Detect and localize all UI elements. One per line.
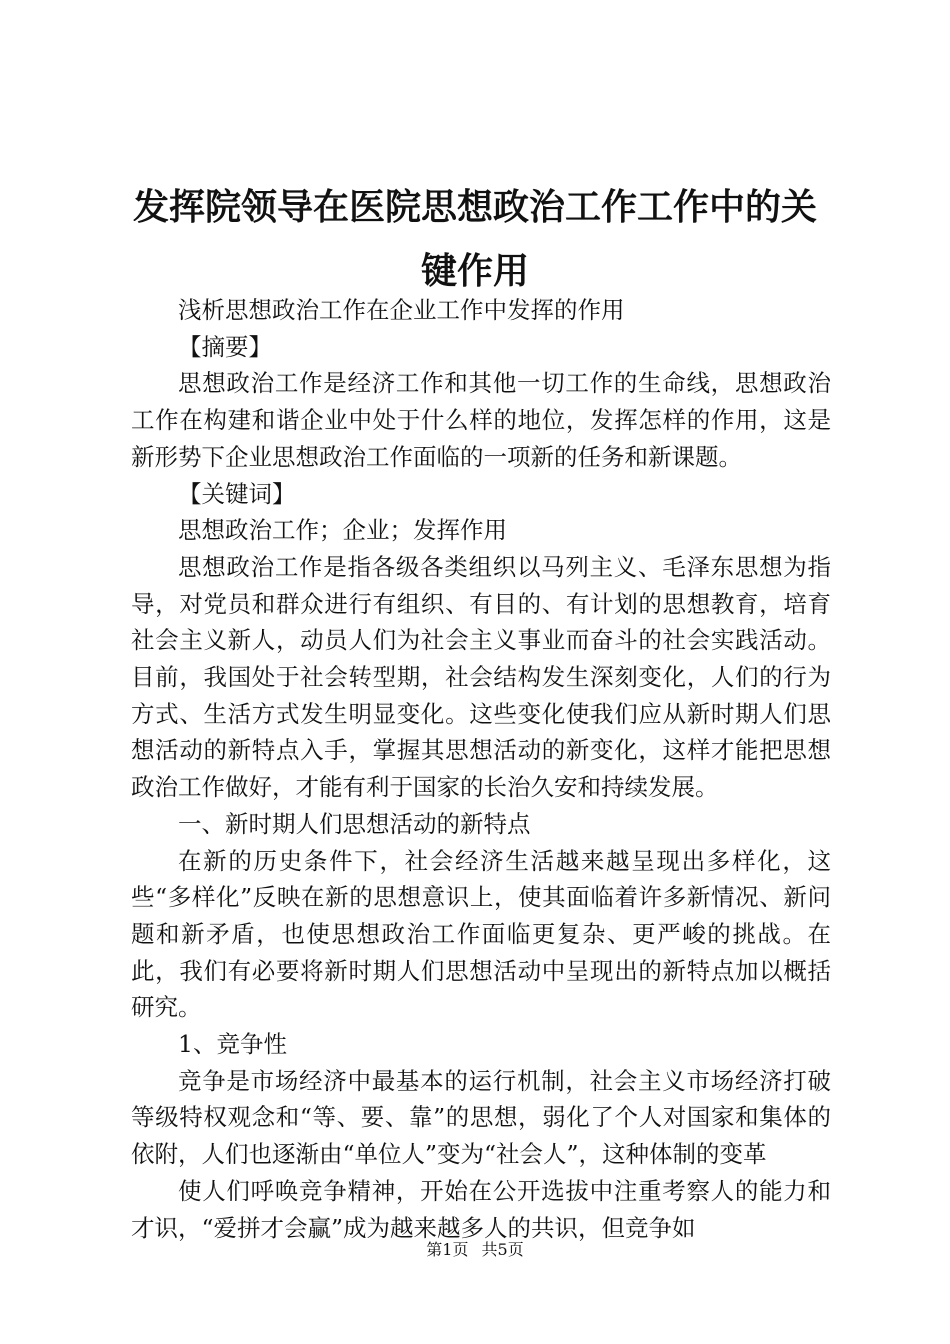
abstract-paragraph: 思想政治工作是经济工作和其他一切工作的生命线，思想政治工作在构建和谐企业中处于什么样的地位，发挥怎样的作用，这是新形势下企业思想政治工作面临的一项新的任务和新课题。	[131, 369, 831, 471]
document-body	[131, 292, 831, 1246]
page-footer	[0, 1240, 950, 1260]
subsection-heading-1: 1、竞争性	[178, 1030, 287, 1059]
competition-paragraph-continued: 使人们呼唤竞争精神，开始在公开选拔中注重考察人的能力和才识，“爱拼才会赢”成为越来越多人的共识，但竞争如	[131, 1176, 831, 1242]
competition-paragraph: 竞争是市场经济中最基本的运行机制，社会主义市场经济打破等级特权观念和“等、要、靠”的思想，弱化了个人对国家和集体的依附，人们也逐渐由“单位人”变为“社会人”，这种体制的变革	[131, 1066, 831, 1169]
subtitle-paragraph: 浅析思想政治工作在企业工作中发挥的作用	[178, 296, 625, 324]
abstract-heading: 【摘要】	[178, 332, 272, 361]
page-number: 第1页	[426, 1240, 469, 1259]
intro-paragraph: 思想政治工作是指各级各类组织以马列主义、毛泽东思想为指导，对党员和群众进行有组织、有目的、有计划的思想教育，培育社会主义新人，动员人们为社会主义事业而奋斗的社会实践活动。目前，我国处于社会转型期，社会结构发生深刻变化，人们的行为方式、生活方式发生明显变化。这些变化使我们应从新时期人们思想活动的新特点入手，掌握其思想活动的新变化，这样才能把思想政治工作做好，才能有利于国家的长治久安和持续发展。	[131, 552, 831, 802]
page-total: 共5页	[481, 1240, 524, 1259]
keywords-heading: 【关键词】	[178, 479, 296, 508]
section-1-paragraph: 在新的历史条件下，社会经济生活越来越呈现出多样化，这些“多样化”反映在新的思想意识上，使其面临着许多新情况、新问题和新矛盾，也使思想政治工作面临更复杂、更严峻的挑战。在此，我们有必要将新时期人们思想活动中呈现出的新特点加以概括研究。	[131, 846, 831, 1022]
keywords-paragraph: 思想政治工作；企业；发挥作用	[178, 516, 507, 545]
document-title: 发挥院领导在医院思想政治工作工作中的关键作用	[132, 187, 817, 292]
section-heading-1: 一、新时期人们思想活动的新特点	[178, 809, 531, 838]
